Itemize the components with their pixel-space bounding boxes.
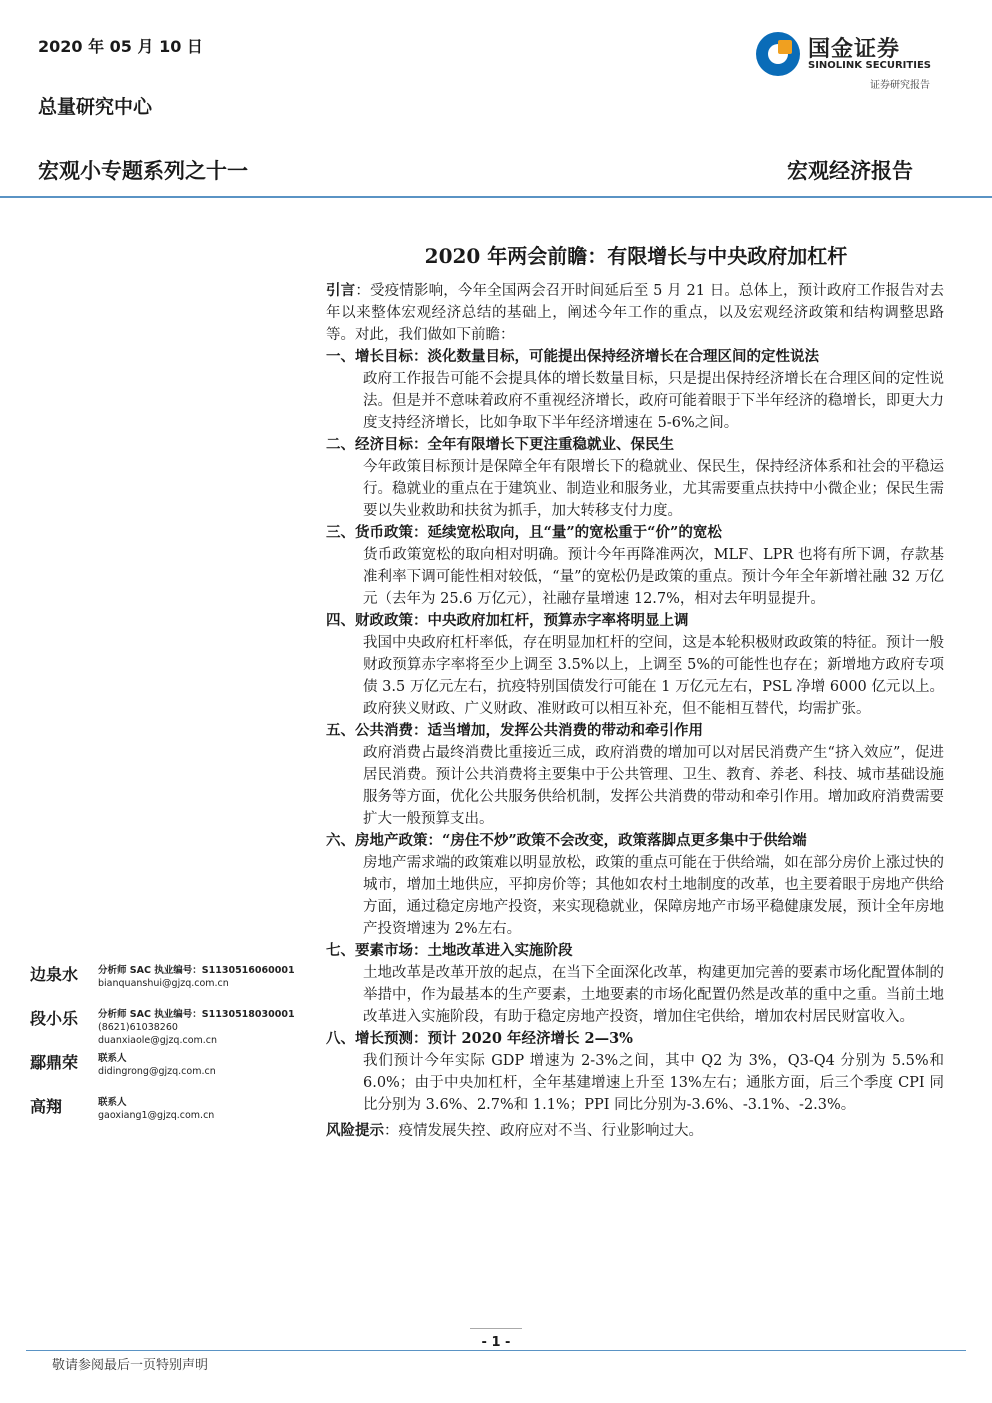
analyst-contact: bianquanshui@gjzq.com.cn: [98, 978, 229, 989]
analyst-entry: [30, 1006, 310, 1050]
header-divider: [0, 196, 992, 198]
footer-divider: [26, 1350, 966, 1351]
section-heading: 二、经济目标：全年有限增长下更注重稳就业、保民生: [326, 436, 674, 453]
section-body: 今年政策目标预计是保障全年有限增长下的稳就业、保民生，保持经济体系和社会的平稳运行。稳就业的重点在于建筑业、制造业和服务业，尤其需要重点扶持中小微企业；保民生需要以失业救助和扶贫为抓手，加大转移支付力度。: [363, 459, 944, 519]
analyst-info: [98, 1096, 214, 1122]
sections-list: [326, 346, 944, 1116]
section-heading: 三、货币政策：延续宽松取向，且“量”的宽松重于“价”的宽松: [326, 524, 722, 541]
section-heading: 八、增长预测：预计 2020 年经济增长 2—3%: [326, 1030, 633, 1047]
report-title: 2020 年两会前瞻：有限增长与中央政府加杠杆: [424, 244, 848, 268]
report-type: 宏观经济报告: [787, 158, 913, 183]
section-body: 土地改革是改革开放的起点，在当下全面深化改革，构建更加完善的要素市场化配置体制的举措中，作为最基本的生产要素，土地要素的市场化配置仍然是改革的重中之重。当前土地改革进入实施阶段，有助于稳定房地产投资，增加住宅供给，增加农村居民财富收入。: [363, 965, 944, 1025]
analyst-contact: duanxiaole@gjzq.com.cn: [98, 1035, 218, 1046]
analyst-role: 分析师 SAC 执业编号：S1130518030001: [98, 1009, 295, 1020]
analyst-entry: [30, 1094, 310, 1138]
logo-mark-icon: [756, 32, 800, 76]
analyst-name: 边泉水: [30, 965, 79, 984]
logo-chinese-name: 国金证券: [808, 37, 901, 62]
analyst-role: 分析师 SAC 执业编号：S1130516060001: [98, 965, 295, 976]
risk-label: 风险提示: [326, 1122, 384, 1139]
series-name: 宏观小专题系列之十一: [38, 159, 248, 183]
section-body: 政府消费占最终消费比重接近三成，政府消费的增加可以对居民消费产生“挤入效应”，促进居民消费。预计公共消费将主要集中于公共管理、卫生、教育、养老、科技、城市基础设施服务等方面，优化公共服务供给机制，发挥公共消费的带动和牵引作用。增加政府消费需要扩大一般预算支出。: [363, 745, 944, 827]
logo-subtitle: 证券研究报告: [870, 80, 930, 91]
section-body: 我国中央政府杠杆率低，存在明显加杠杆的空间，这是本轮积极财政政策的特征。预计一般财政预算赤字率将至少上调至 3.5%以上，上调至 5%的可能性也存在；新增地方政府专项债 3.5 万亿元左右，抗疫特别国债发行可能在 1 万亿元左右，PSL 净增 6000 亿元以上。政府狭义财政、广义财政、准财政可以相互补充，但不能相互替代，均需扩张。: [363, 635, 944, 717]
footer-disclaimer: 敬请参阅最后一页特别声明: [52, 1358, 209, 1373]
analyst-info: [98, 1052, 216, 1078]
section-heading: 五、公共消费：适当增加，发挥公共消费的带动和牵引作用: [326, 722, 703, 739]
analyst-info: [98, 1008, 295, 1047]
department-name: 总量研究中心: [38, 96, 153, 118]
analyst-contact: (8621)61038260: [98, 1022, 178, 1033]
analyst-name: 段小乐: [30, 1009, 79, 1028]
analyst-role: 联系人: [98, 1053, 127, 1064]
analyst-contact: didingrong@gjzq.com.cn: [98, 1066, 216, 1077]
intro-text: ：受疫情影响，今年全国两会召开时间延后至 5 月 21 日。总体上，预计政府工作报告对去年以来整体宏观经济总结的基础上，阐述今年工作的重点，以及宏观经济政策和结构调整思路等。对此，我们做如下前瞻：: [326, 283, 945, 343]
analyst-name: 高翔: [30, 1097, 63, 1116]
analyst-role: 联系人: [98, 1097, 127, 1108]
section-heading: 七、要素市场：土地改革进入实施阶段: [326, 942, 573, 959]
analyst-contact: gaoxiang1@gjzq.com.cn: [98, 1110, 215, 1121]
intro-label: 引言: [326, 282, 356, 299]
analyst-name: 鄢鼎荣: [30, 1053, 79, 1072]
analyst-entry: [30, 962, 310, 1006]
section-heading: 一、增长目标：淡化数量目标，可能提出保持经济增长在合理区间的定性说法: [326, 348, 819, 365]
section-heading: 四、财政政策：中央政府加杠杆，预算赤字率将明显上调: [326, 612, 689, 629]
section-body: 政府工作报告可能不会提具体的增长数量目标，只是提出保持经济增长在合理区间的定性说法。但是并不意味着政府不重视经济增长，政府可能着眼于下半年经济的稳增长，即更大力度支持经济增长，比如争取下半年经济增速在 5-6%之间。: [363, 371, 944, 431]
report-date: 2020 年 05 月 10 日: [38, 37, 203, 56]
intro-paragraph: [326, 280, 944, 346]
section-heading: 六、房地产政策：“房住不炒”政策不会改变，政策落脚点更多集中于供给端: [326, 832, 807, 849]
section-body: 我们预计今年实际 GDP 增速为 2-3%之间，其中 Q2 为 3%，Q3-Q4 分别为 5.5%和 6.0%；由于中央加杠杆，全年基建增速上升至 13%左右；通胀方面，后三个季度 CPI 同比分别为 3.6%、2.7%和 1.1%；PPI 同比分别为-3.6%、-3.1%、-2.3%。: [363, 1053, 944, 1113]
risk-text: ：疫情发展失控、政府应对不当、行业影响过大。: [384, 1123, 703, 1139]
company-logo: [756, 30, 946, 92]
logo-english-name: SINOLINK SECURITIES: [808, 60, 931, 71]
analyst-list: [30, 962, 310, 1138]
risk-paragraph: [326, 1120, 944, 1142]
section-body: 货币政策宽松的取向相对明确。预计今年再降准两次，MLF、LPR 也将有所下调，存款基准利率下调可能性相对较低，“量”的宽松仍是政策的重点。预计今年全年新增社融 32 万亿元（去年为 25.6 万亿元），社融存量增速 12.7%，相对去年明显提升。: [363, 547, 944, 607]
report-body: [326, 280, 944, 1142]
page-number-rule: [470, 1328, 522, 1329]
section-body: 房地产需求端的政策难以明显放松，政策的重点可能在于供给端，如在部分房价上涨过快的城市，增加土地供应，平抑房价等；其他如农村土地制度的改革，也主要着眼于房地产供给方面，通过稳定房地产投资，来实现稳就业，保障房地产市场平稳健康发展，预计全年房地产投资增速为 2%左右。: [363, 855, 944, 937]
analyst-info: [98, 964, 295, 990]
page-number: - 1 -: [481, 1335, 511, 1350]
analyst-entry: [30, 1050, 310, 1094]
